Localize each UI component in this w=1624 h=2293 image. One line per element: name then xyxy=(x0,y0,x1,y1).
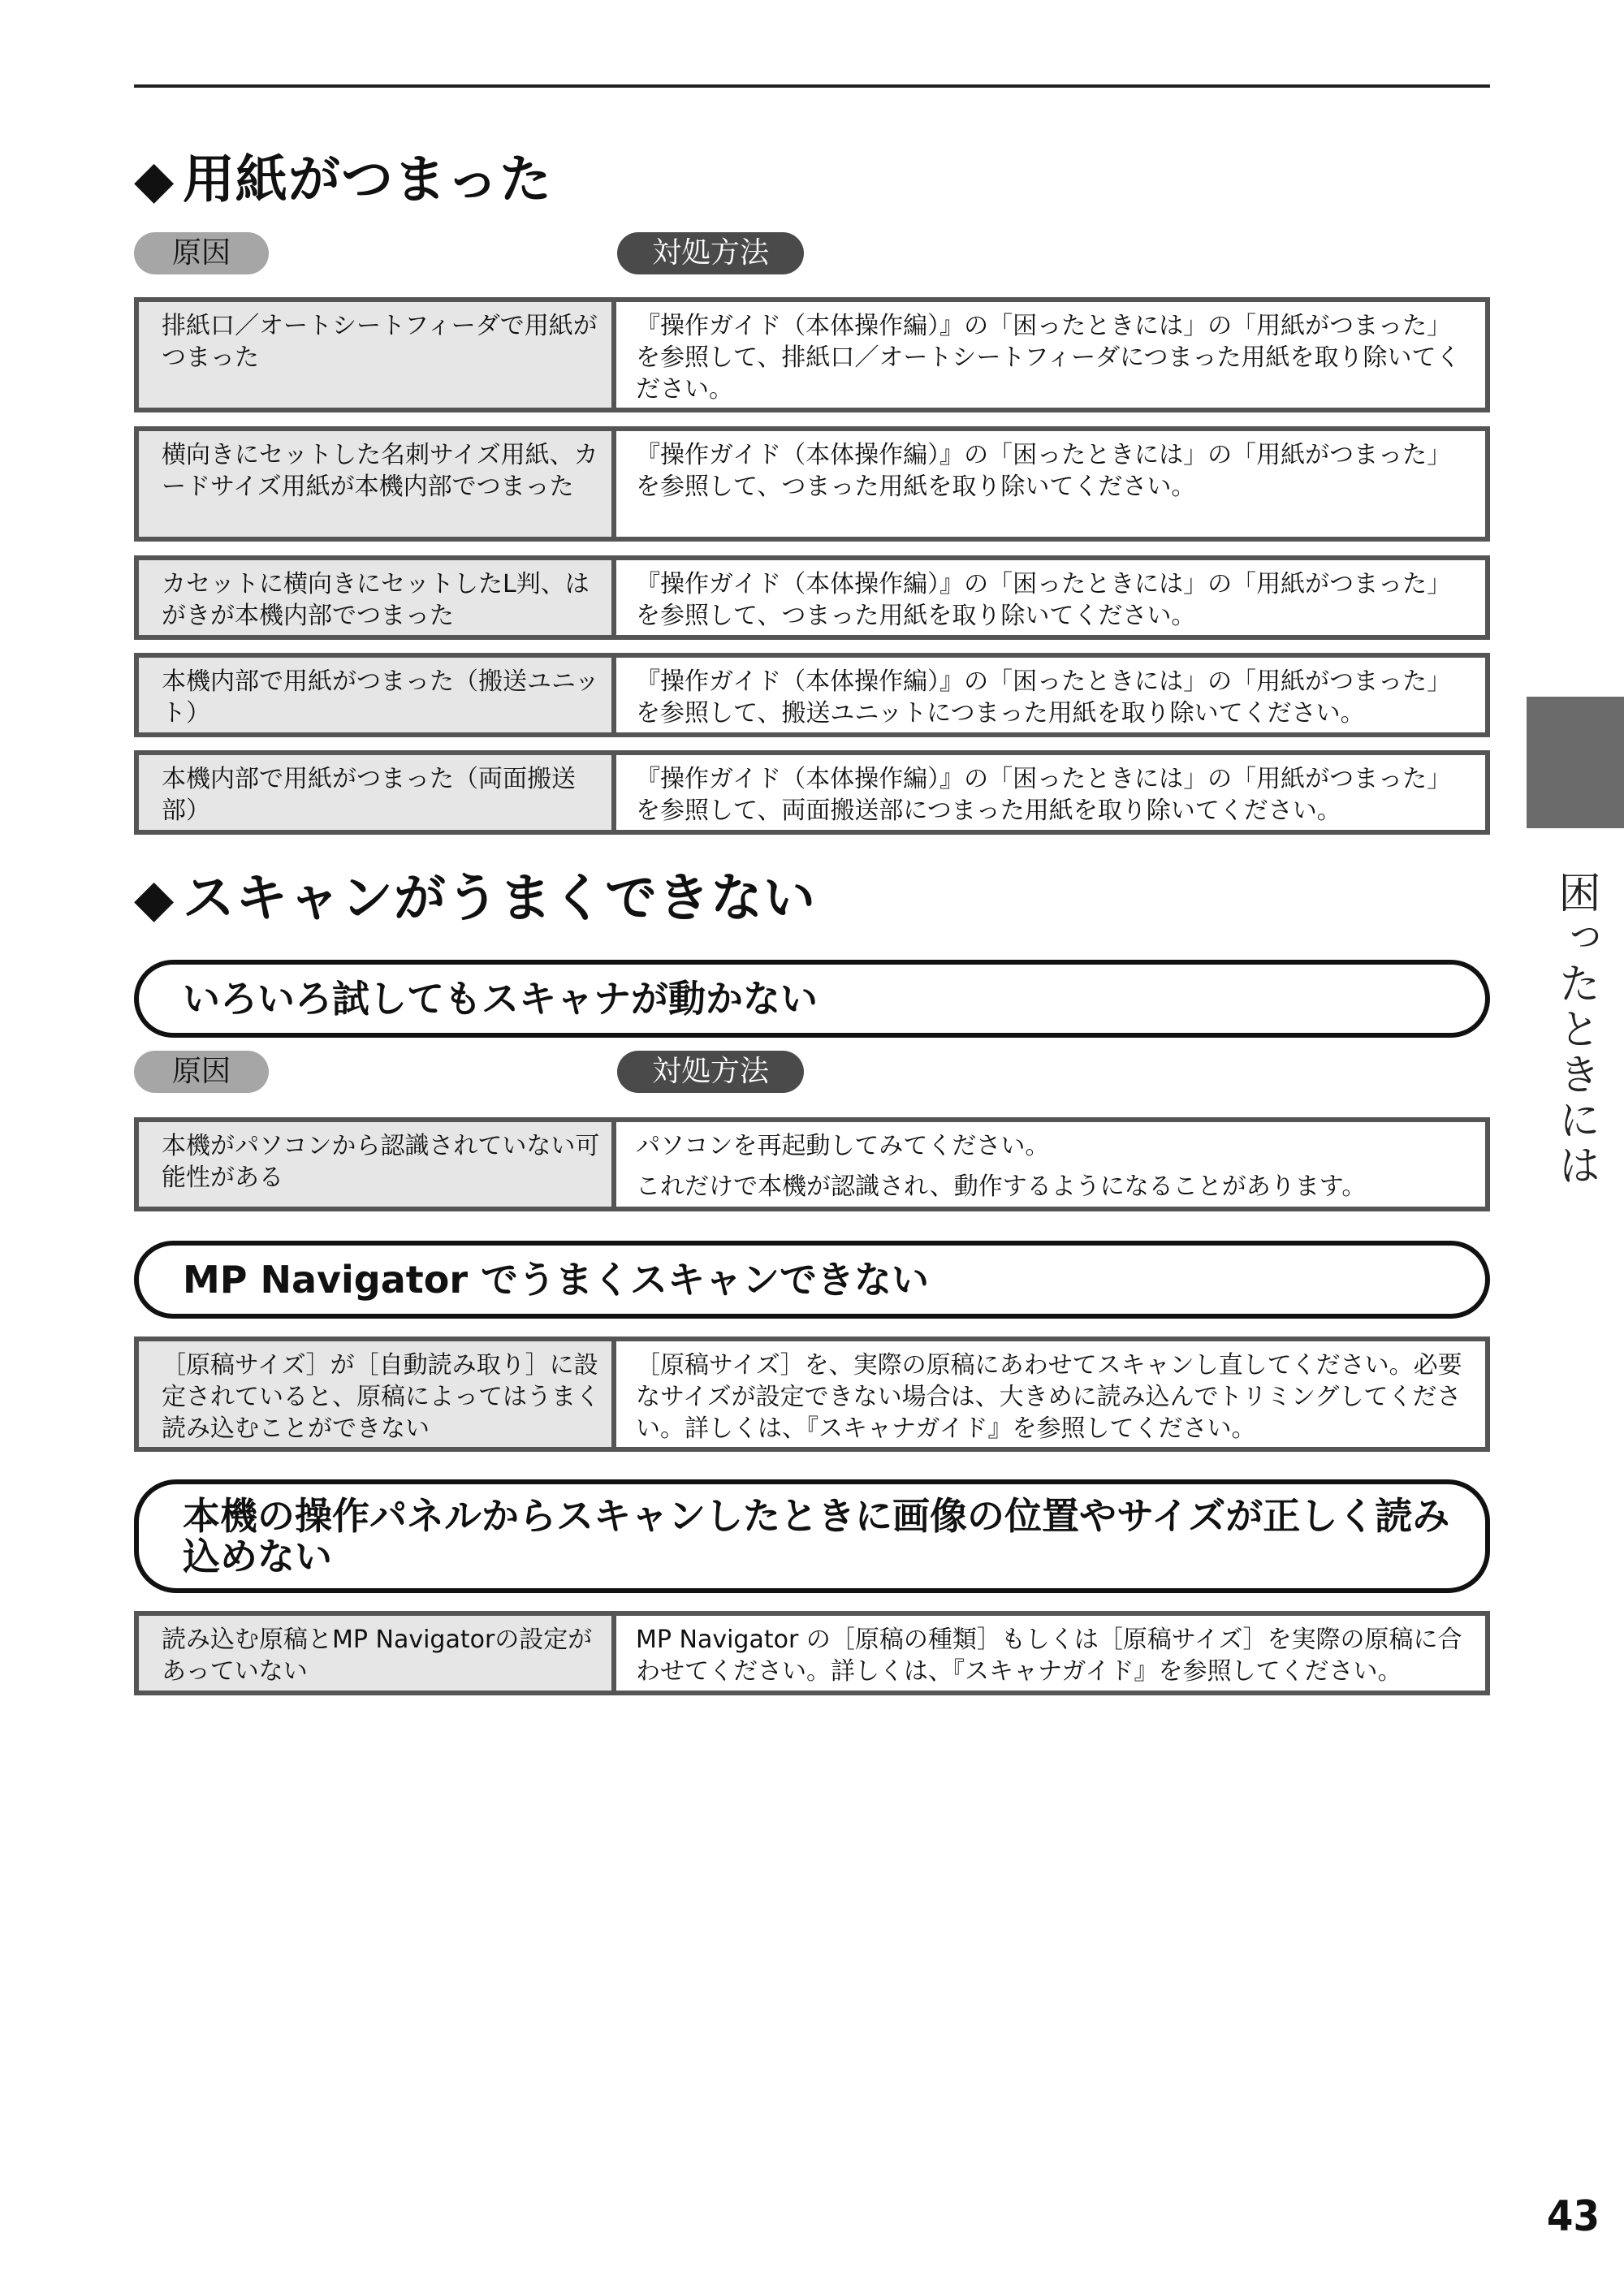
remedy-cell xyxy=(616,658,1485,732)
section-title-paper-jam xyxy=(134,150,552,210)
remedy-cell xyxy=(616,1616,1485,1691)
remedy-text: 『操作ガイド（本体操作編）』の「困ったときには」の「用紙がつまった」を参照して、つまった用紙を取り除いてください。 xyxy=(636,570,1452,630)
table-row xyxy=(134,653,1490,737)
section-title-scan-trouble xyxy=(134,869,816,929)
cause-cell: 読み込む原稿とMP Navigatorの設定があっていない xyxy=(139,1616,616,1691)
cause-label: 原因 xyxy=(134,1051,269,1093)
cause-cell: 本機がパソコンから認識されていない可能性がある xyxy=(139,1122,616,1207)
remedy-text: これだけで本機が認識され、動作するようになることがあります。 xyxy=(636,1172,1367,1201)
remedy-text: 『操作ガイド（本体操作編）』の「困ったときには」の「用紙がつまった」を参照して、排紙口／オートシートフィーダにつまった用紙を取り除いてください。 xyxy=(636,312,1461,404)
subsection-heading-text: 本機の操作パネルからスキャンしたときに画像の位置やサイズが正しく読み込めない xyxy=(183,1494,1450,1578)
remedy-cell xyxy=(616,755,1485,830)
subsection-heading xyxy=(134,1479,1490,1593)
top-rule xyxy=(134,84,1490,88)
remedy-text: 『操作ガイド（本体操作編）』の「困ったときには」の「用紙がつまった」を参照して、両面搬送部につまった用紙を取り除いてください。 xyxy=(636,765,1452,825)
remedy-cell xyxy=(616,560,1485,635)
cause-cell: 横向きにセットした名刺サイズ用紙、カードサイズ用紙が本機内部でつまった xyxy=(139,431,616,537)
cause-cell: 排紙口／オートシートフィーダで用紙がつまった xyxy=(139,302,616,408)
page-number: 43 xyxy=(1546,2192,1600,2241)
side-tab xyxy=(1527,697,1624,828)
remedy-text: 『操作ガイド（本体操作編）』の「困ったときには」の「用紙がつまった」を参照して、搬送ユニットにつまった用紙を取り除いてください。 xyxy=(636,667,1452,728)
remedy-text: ［原稿サイズ］を、実際の原稿にあわせてスキャンし直してください。必要なサイズが設定できない場合は、大きめに読み込んでトリミングしてください。詳しくは、『スキャナガイド』を参照してください。 xyxy=(636,1351,1462,1443)
table-row xyxy=(134,426,1490,542)
cause-cell: ［原稿サイズ］が［自動読み取り］に設定されていると、原稿によってはうまく読み込むことができない xyxy=(139,1341,616,1447)
cause-cell: 本機内部で用紙がつまった（両面搬送部） xyxy=(139,755,616,830)
diamond-bullet-icon: ◆ xyxy=(134,150,175,210)
remedy-cell xyxy=(616,1341,1485,1447)
cause-label: 原因 xyxy=(134,232,269,274)
remedy-text: 『操作ガイド（本体操作編）』の「困ったときには」の「用紙がつまった」を参照して、つまった用紙を取り除いてください。 xyxy=(636,441,1452,501)
subsection-heading xyxy=(134,960,1490,1038)
section-title-text: スキャンがうまくできない xyxy=(183,869,816,929)
cause-cell: カセットに横向きにセットしたL判、はがきが本機内部でつまった xyxy=(139,560,616,635)
table-row xyxy=(134,555,1490,640)
subsection-heading-text: MP Navigator でうまくスキャンできない xyxy=(183,1258,930,1302)
remedy-text: パソコンを再起動してみてください。 xyxy=(636,1132,1050,1160)
subsection-heading-text: いろいろ試してもスキャナが動かない xyxy=(183,977,818,1021)
section-title-text: 用紙がつまった xyxy=(183,150,552,210)
remedy-cell xyxy=(616,302,1485,408)
table-row xyxy=(134,750,1490,835)
cause-cell: 本機内部で用紙がつまった（搬送ユニット） xyxy=(139,658,616,732)
remedy-label: 対処方法 xyxy=(617,232,804,274)
table-row xyxy=(134,1117,1490,1211)
table-row xyxy=(134,297,1490,412)
remedy-text: MP Navigator の［原稿の種類］もしくは［原稿サイズ］を実際の原稿に合わせてください。詳しくは、『スキャナガイド』を参照してください。 xyxy=(636,1626,1462,1686)
remedy-cell xyxy=(616,431,1485,537)
remedy-cell xyxy=(616,1122,1485,1207)
subsection-heading xyxy=(134,1241,1490,1319)
remedy-label: 対処方法 xyxy=(617,1051,804,1093)
diamond-bullet-icon: ◆ xyxy=(134,869,175,929)
side-tab-label: 困ったときには xyxy=(1551,870,1600,1189)
table-row xyxy=(134,1337,1490,1452)
table-row xyxy=(134,1611,1490,1695)
